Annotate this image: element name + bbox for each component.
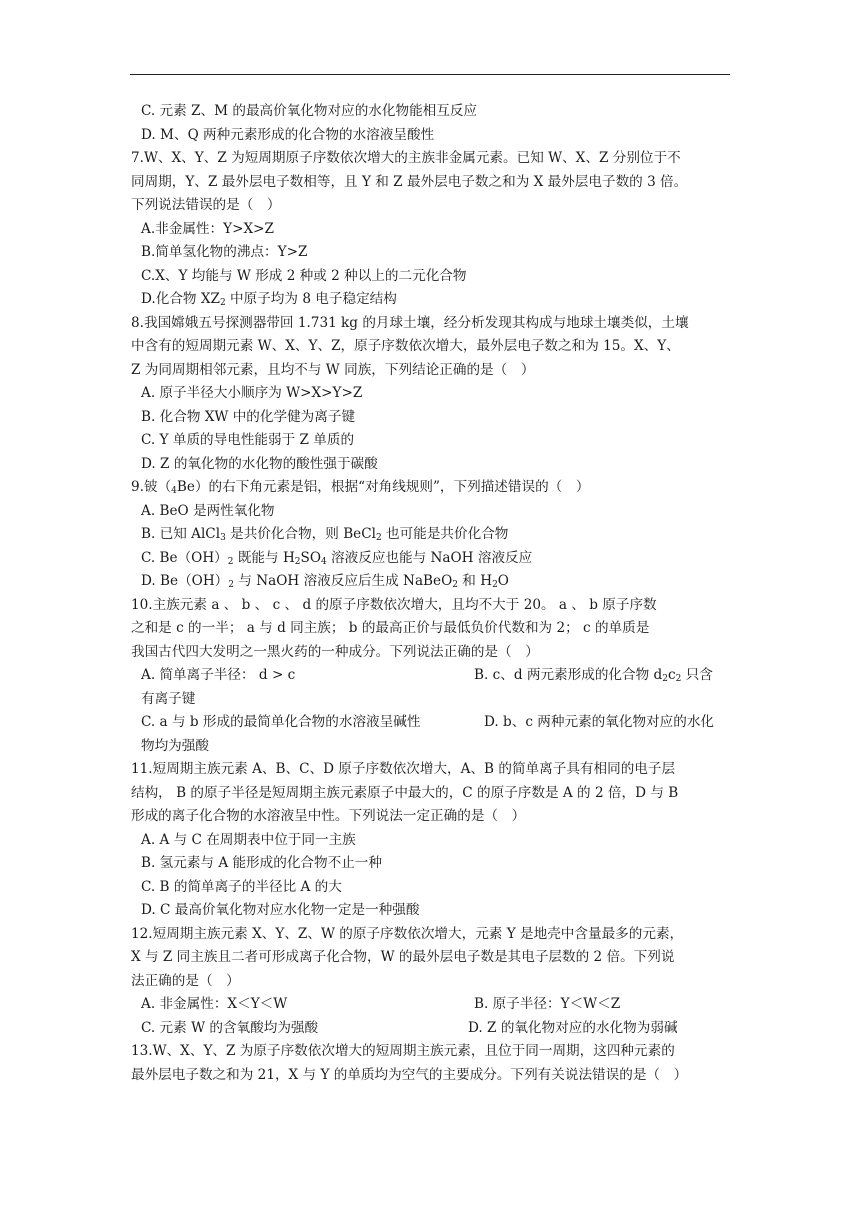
text-run: c: [667, 667, 676, 683]
q12-option-a: A. 非金属性：X＜Y＜W: [141, 996, 288, 1012]
q11-stem-line-1: 11.短周期主族元素 A、B、C、D 原子序数依次增大，A、B 的简单离子具有相同的电子层: [131, 761, 676, 777]
q10-option-b-continued: 有离子键: [141, 690, 196, 707]
text-run: C. Be（OH）: [141, 549, 228, 566]
text-run: Be）的右下角元素是铝，根据“对角线规则”，下列描述错误的（ ）: [176, 479, 590, 495]
q10-option-c: C. a 与 b 形成的最简单化合物的水溶液呈碱性: [141, 714, 421, 730]
q8-option-d: D. Z 的氧化物的水化物的酸性强于碳酸: [141, 455, 378, 472]
q7-option-b: B.简单氢化物的沸点：Y>Z: [141, 244, 308, 260]
q9-stem: [131, 476, 731, 500]
q8-stem-line-1: 8.我国嫦娥五号探测器带回 1.731 kg 的月球土壤，经分析发现其构成与地球土壤类似，土壤: [131, 314, 689, 331]
q9-option-b: [131, 523, 731, 547]
text-run: 只含: [681, 667, 713, 683]
q11-stem-line-2: 结构， B 的原子半径是短周期主族元素原子中最大的，C 的原子序数是 A 的 2 倍，D 与 B: [131, 784, 679, 801]
q10-stem-line-3: 我国古代四大发明之一黑火药的一种成分。下列说法正确的是（ ）: [131, 643, 539, 660]
subscript: 4: [321, 556, 327, 567]
q7-option-a: A.非金属性：Y>X>Z: [141, 220, 274, 237]
q9-option-a: A. BeO 是两性氧化物: [141, 502, 275, 519]
subscript: 2: [219, 298, 226, 308]
subscript: 3: [220, 533, 226, 543]
text-run: 是共价化合物，则 BeCl: [225, 526, 376, 542]
q7-option-c: C.X、Y 均能与 W 形成 2 种或 2 种以上的二元化合物: [141, 267, 467, 284]
q12-stem-line-1: 12.短周期主族元素 X、Y、Z、W 的原子序数依次增大，元素 Y 是地壳中含量最多的元素，: [131, 925, 684, 942]
q11-option-a: A. A 与 C 在周期表中位于同一主族: [141, 831, 356, 848]
subscript: 2: [228, 580, 235, 590]
q8-option-a: A. 原子半径大小顺序为 W>X>Y>Z: [141, 385, 363, 401]
q7-stem-line-3: 下列说法错误的是（ ）: [131, 197, 281, 213]
text-run: B. 已知 AlCl: [141, 526, 221, 542]
q9-option-c: [131, 547, 731, 571]
q11-option-b: B. 氢元素与 A 能形成的化合物不止一种: [141, 855, 382, 871]
question-page: [131, 100, 731, 1087]
q13-stem-line-1: 13.W、X、Y、Z 为原子序数依次增大的短周期主族元素，且位于同一周期，这四种元素的: [131, 1043, 675, 1059]
q6-option-c: C. 元素 Z、M 的最高价氧化物对应的水化物能相互反应: [141, 103, 478, 119]
q8-stem-line-2: 中含有的短周期元素 W、X、Y、Z，原子序数依次增大，最外层电子数之和为 15。X、Y、: [131, 338, 680, 354]
q12-option-b: B. 原子半径：Y＜W＜Z: [474, 996, 621, 1012]
q7-stem-line-2: 同周期，Y、Z 最外层电子数相等，且 Y 和 Z 最外层电子数之和为 X 最外层电子数的 3 倍。: [131, 173, 688, 190]
text-run: 既能与 H: [233, 549, 295, 566]
q10-option-b: [474, 664, 713, 688]
q7-option-d: [131, 288, 731, 312]
q12-options-cd: [131, 1017, 731, 1041]
q10-stem-line-1: 10.主族元素 a 、 b 、 c 、 d 的原子序数依次增大，且均不大于 20。 a 、 b 原子序数: [131, 596, 657, 613]
q12-stem-line-2: X 与 Z 同主族且二者可形成离子化合物，W 的最外层电子数是其电子层数的 2 倍。下列说: [131, 949, 675, 965]
subscript: 2: [294, 556, 301, 567]
subscript: 2: [375, 533, 382, 543]
subscript: 2: [492, 580, 498, 590]
text-run: 也可能是共价化合物: [381, 526, 509, 542]
q11-option-d: D. C 最高价氧化物对应水化物一定是一种强酸: [141, 902, 420, 918]
text-run: 9.铍（: [131, 479, 172, 495]
q10-option-d-continued: 物均为强酸: [141, 737, 209, 754]
q10-option-a: A. 简单离子半径： d > c: [141, 667, 296, 683]
text-run: B. c、d 两元素形成的化合物 d: [474, 667, 663, 683]
q12-stem-line-3: 法正确的是（ ）: [131, 972, 240, 989]
q10-stem-line-2: 之和是 c 的一半； a 与 d 同主族； b 的最高正价与最低负价代数和为 2； c 的单质是: [131, 620, 650, 636]
q10-options-cd: [131, 711, 731, 735]
q12-options-ab: [131, 993, 731, 1017]
text-run: SO: [300, 549, 321, 566]
text-run: D.化合物 XZ: [141, 291, 220, 307]
q11-stem-line-3: 形成的离子化合物的水溶液呈中性。下列说法一定正确的是（ ）: [131, 808, 526, 824]
subscript: 2: [675, 674, 682, 684]
subscript: 2: [227, 556, 234, 567]
q9-option-d: [131, 570, 731, 594]
text-run: 溶液反应也能与 NaOH 溶液反应: [326, 549, 533, 566]
subscript: 2: [452, 580, 458, 590]
text-run: 与 NaOH 溶液反应后生成 NaBeO: [234, 573, 453, 589]
text-run: O: [497, 573, 509, 589]
q12-option-c: C. 元素 W 的含氧酸均为强酸: [141, 1019, 319, 1036]
text-run: D. Be（OH）: [141, 573, 229, 589]
q13-stem-line-2: 最外层电子数之和为 21，X 与 Y 的单质均为空气的主要成分。下列有关说法错误的是（ ）: [131, 1066, 688, 1083]
q7-stem-line-1: 7.W、X、Y、Z 为短周期原子序数依次增大的主族非金属元素。已知 W、X、Z 分别位于不: [131, 150, 681, 166]
subscript: 4: [171, 486, 177, 496]
q10-option-d: D. b、c 两种元素的氧化物对应的水化: [484, 714, 715, 730]
q8-option-c: C. Y 单质的导电性能弱于 Z 单质的: [141, 432, 355, 448]
q8-option-b: B. 化合物 XW 中的化学健为离子键: [141, 408, 356, 425]
text-run: 中原子均为 8 电子稳定结构: [225, 291, 397, 307]
q8-stem-line-3: Z 为同周期相邻元素，且均不与 W 同族，下列结论正确的是（ ）: [131, 361, 535, 378]
header-rule: [130, 74, 730, 75]
subscript: 2: [662, 674, 668, 684]
q6-option-d: D. M、Q 两种元素形成的化合物的水溶液呈酸性: [141, 126, 435, 143]
q11-option-c: C. B 的简单离子的半径比 A 的大: [141, 878, 342, 895]
q10-options-ab: [131, 664, 731, 688]
text-run: 和 H: [457, 573, 493, 589]
q12-option-d: D. Z 的氧化物对应的水化物为弱碱: [468, 1019, 678, 1036]
